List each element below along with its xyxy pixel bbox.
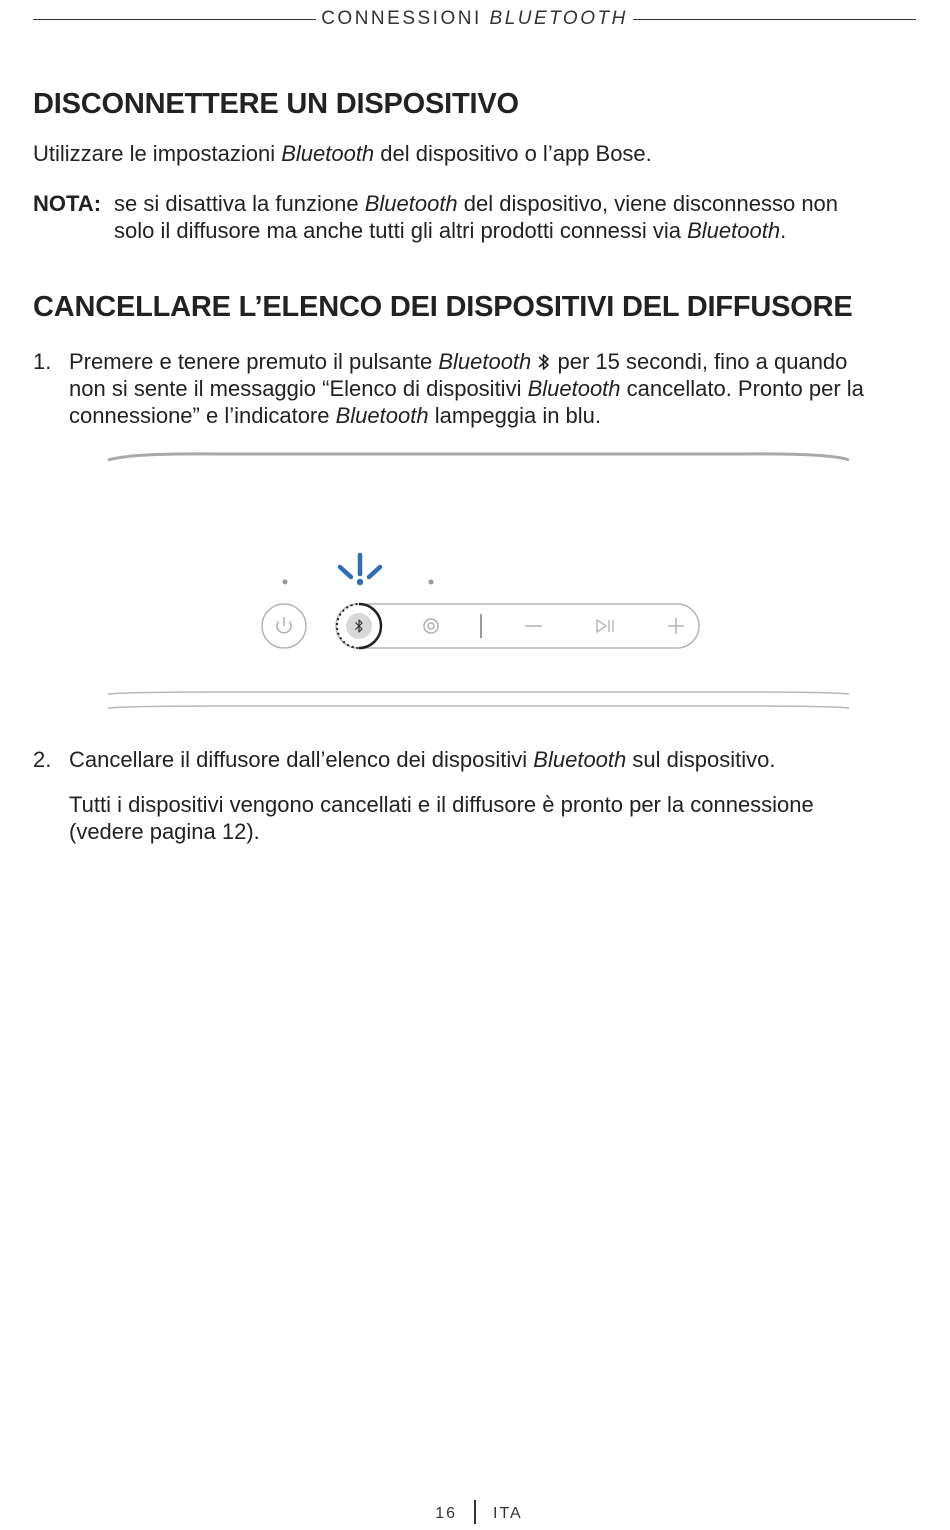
step-1-number: 1.: [33, 349, 52, 374]
step-2-number: 2.: [33, 747, 52, 772]
note-text: se si disattiva la funzione Bluetooth del dispositivo, viene disconnesso non solo il diffusore ma anche tutti gli altri prodotti connessi via Bluetooth.: [114, 191, 839, 243]
control-button-bar: [336, 604, 699, 648]
bluetooth-indicator-blinking-icon: [340, 555, 380, 585]
header-rule-right: [633, 19, 916, 20]
speaker-top-edge: [108, 454, 849, 460]
page-number: 16: [435, 1505, 457, 1522]
step-1-text: Premere e tenere premuto il pulsante Bluetooth per 15 secondi, fino a quando non si sente il messaggio “Elenco di dispositivi Bluetooth cancellato. Pronto per la connessione” e l’indicatore Bluetooth lampeggia in blu.: [69, 349, 864, 428]
language-code: ITA: [493, 1505, 523, 1522]
disconnect-instructions: Utilizzare le impostazioni Bluetooth del dispositivo o l’app Bose.: [33, 141, 652, 166]
speaker-edge-line: [108, 706, 849, 708]
step-2-text: Cancellare il diffusore dall’elenco dei dispositivi Bluetooth sul dispositivo.: [69, 747, 776, 772]
heading-disconnect: DISCONNETTERE UN DISPOSITIVO: [33, 88, 519, 120]
power-indicator-light: [283, 580, 288, 585]
bluetooth-icon: [537, 352, 551, 372]
step-2-result: Tutti i dispositivi vengono cancellati e il diffusore è pronto per la connessione (vedere pagina 12).: [69, 792, 814, 844]
speaker-edge-line: [108, 692, 849, 694]
heading-clear-list: CANCELLARE L’ELENCO DEI DISPOSITIVI DEL DIFFUSORE: [33, 291, 853, 323]
header-title: CONNESSIONI BLUETOOTH: [321, 8, 628, 29]
running-header: [33, 6, 916, 34]
header-rule-left: [33, 19, 316, 20]
note-label: NOTA:: [33, 191, 102, 216]
aux-indicator-light: [429, 580, 434, 585]
footer-divider: [474, 1500, 476, 1524]
speaker-top-panel-illustration: [100, 445, 860, 720]
page-footer: [0, 1500, 950, 1530]
